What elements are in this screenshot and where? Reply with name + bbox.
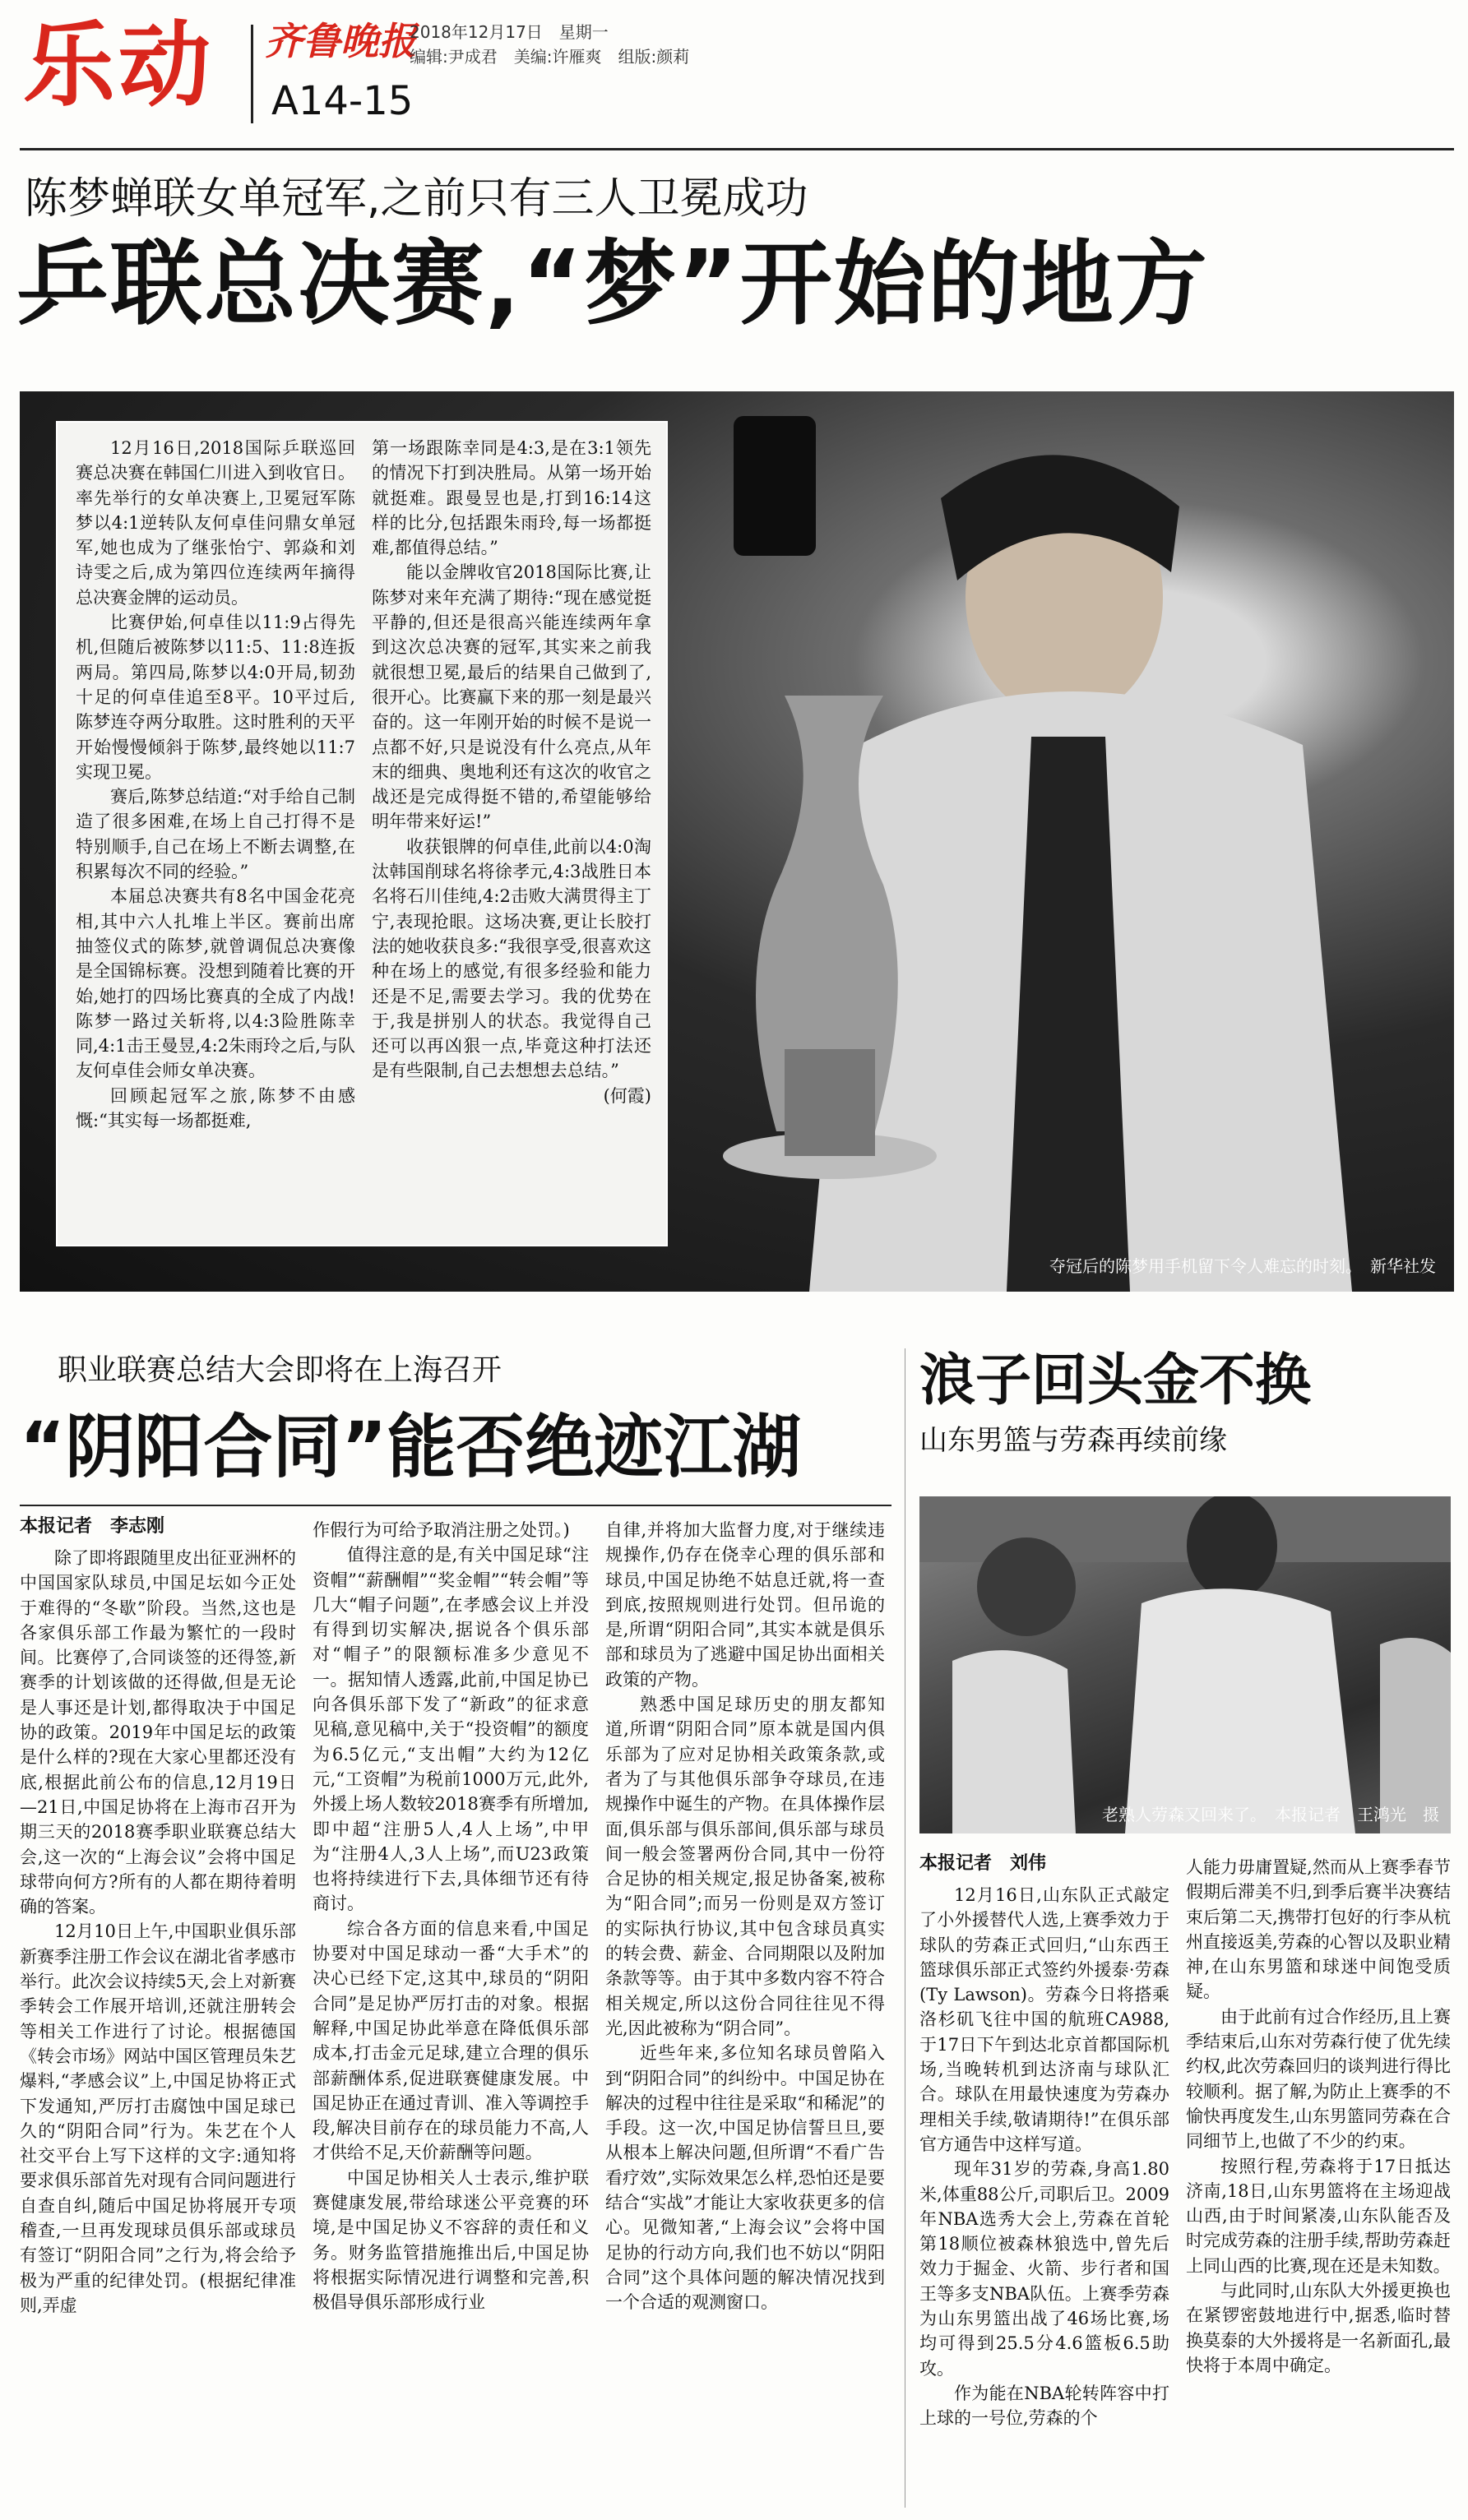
paragraph: 比赛伊始,何卓佳以11:9占得先机,但随后被陈梦以11:5、11:8连扳两局。第四局,陈梦以4:0开局,韧劲十足的何卓佳追至8平。10平过后,陈梦连夺两分取胜。这时胜利的天平开始慢慢倾斜于陈梦,最终她以11:7实现卫冕。 (76, 613, 355, 782)
basketball-photo (919, 1496, 1451, 1833)
paragraph: 按照行程,劳森将于17日抵达济南,18日,山东男篮将在主场迎战山西,由于时间紧凑,山东队能否及时完成劳森的注册手续,帮助劳森赶上同山西的比赛,现在还是未知数。 (1186, 2156, 1451, 2276)
paragraph: 能以金牌收官2018国际比赛,让陈梦对来年充满了期待:“现在感觉挺平静的,但还是很高兴能连续两年拿到这次总决赛的冠军,其实来之前我就很想卫冕,最后的结果自己做到了,很开心。比赛赢下来的那一刻是最兴奋的。这一年刚开始的时候不是说一点都不好,只是说没有什么亮点,从年末的细典、奥地利还有这次的收官之战还是完成得挺不错的,希望能够给明年带来好运!” (372, 562, 651, 832)
paragraph: 收获银牌的何卓佳,此前以4:0淘汰韩国削球名将徐孝元,4:3战胜日本名将石川佳纯,4:2击败大满贯得主丁宁,表现抢眼。这场决赛,更让长胶打法的她收获良多:“我很享受,很喜欢这种在场上的感觉,有很多经验和能力还是不足,需要去学习。我的优势在于,我是拼别人的状态。我觉得自己还可以再凶狠一点,毕竟这种打法还是有些限制,自己去想想去总结。” (372, 836, 651, 1081)
main-article-box (56, 421, 668, 1246)
paragraph: 12月10日上午,中国职业俱乐部新赛季注册工作会议在湖北省孝感市举行。此次会议持续5天,会上对新赛季转会工作展开培训,还就注册转会等相关工作进行了讨论。根据德国《转会市场》网站中国区管理员朱艺爆料,“孝感会议”上,中国足协将正式下发通知,严厉打击腐蚀中国足球已久的“阴阳合同”行为。朱艺在个人社交平台上写下这样的文字:通知将要求俱乐部首先对现有合同问题进行自查自纠,随后中国足协将展开专项稽查,一旦再发现球员俱乐部或球员有签订“阴阳合同”之行为,将会给予极为严重的纪律处罚。(根据纪律准则,弄虚 (20, 1921, 296, 2315)
paragraph: 除了即将跟随里皮出征亚洲杯的中国国家队球员,中国足坛如今正处于难得的“冬歇”阶段。当然,这也是各家俱乐部工作最为繁忙的一段时间。比赛停了,合同谈签的还得签,新赛季的计划该做的还得做,但是无论是人事还是计划,都得取决于中国足协的政策。2019年中国足坛的政策是什么样的?现在大家心里都还没有底,根据此前公布的信息,12月19日—21日,中国足协将在上海市召开为期三天的2018赛季职业联赛总结大会,这一次的“上海会议”会将中国足球带向何方?所有的人都在期待着明确的答案。 (20, 1548, 296, 1917)
story3-subtitle: 山东男篮与劳森再续前缘 (919, 1424, 1227, 1457)
date-line: 2018年12月17日 星期一 (410, 22, 609, 42)
story2-byline: 本报记者 李志刚 (20, 1516, 165, 1537)
paragraph: 值得注意的是,有关中国足球“注资帽”“薪酬帽”“奖金帽”“转会帽”等几大“帽子问题”,在孝感会议上并没有得到切实解决,据说各个俱乐部对“帽子”的限额标准多少意见不一。据知情人透露,此前,中国足协已向各俱乐部下发了“新政”的征求意见稿,意见稿中,关于“投资帽”的额度为6.5亿元,“支出帽”大约为12亿元,“工资帽”为税前1000万元,此外,外援上场人数较2018赛季有所增加,即中超“注册5人,4人上场”,中甲为“注册4人,3人上场”,而U23政策也将持续进行下去,具体细节还有待商讨。 (313, 1545, 589, 1914)
page-number: A14-15 (271, 78, 414, 124)
story3-byline: 本报记者 刘伟 (919, 1853, 1047, 1874)
story2-rule (20, 1505, 891, 1506)
masthead-divider (251, 25, 253, 123)
paragraph: 与此同时,山东队大外援更换也在紧锣密鼓地进行中,据悉,临时替换莫泰的大外援将是一名新面孔,最快将于本周中确定。 (1186, 2281, 1451, 2375)
issue-info (410, 20, 689, 69)
main-article-col1 (76, 436, 355, 1133)
story3-col1 (919, 1883, 1169, 2431)
staff-line: 编辑:尹成君 美编:许雁爽 组版:颜莉 (410, 47, 690, 67)
paragraph: 由于此前有过合作经历,且上赛季结束后,山东对劳森行使了优先续约权,此次劳森回归的谈判进行得比较顺利。据了解,为防止上赛季的不愉快再度发生,山东男篮同劳森在合同细节上,也做了不少的约束。 (1186, 2006, 1451, 2152)
main-photo (20, 391, 1454, 1292)
paragraph: 近些年来,多位知名球员曾陷入到“阴阳合同”的纠纷中。中国足协在解决的过程中往往是采取“和稀泥”的手段。这一次,中国足协信誓旦旦,要从根本上解决问题,但所谓“不看广告看疗效”,实际效果怎么样,恐怕还是要结合“实战”才能让大家收获更多的信心。见微知著,“上海会议”会将中国足协的行动方向,我们也不妨以“阴阳合同”这个具体问题的解决情况找到一个合适的观测窗口。 (605, 2043, 885, 2313)
paragraph: 中国足协相关人士表示,维护联赛健康发展,带给球迷公平竞赛的环境,是中国足协义不容辞的责任和义务。财务监管措施推出后,中国足协将根据实际情况进行调整和完善,积极倡导俱乐部形成行业 (313, 2167, 589, 2313)
paragraph: 综合各方面的信息来看,中国足协要对中国足球动一番“大手术”的决心已经下定,这其中,球员的“阴阳合同”是足协严厉打击的对象。根据解释,中国足协此举意在降低俱乐部成本,打击金元足球,建立合理的俱乐部薪酬体系,促进联赛健康发展。中国足协正在通过青训、准入等调控手段,解决目前存在的球员能力不高,人才供给不足,天价薪酬等问题。 (313, 1918, 589, 2163)
story2-col1 (20, 1546, 296, 2318)
paragraph: 12月16日,山东队正式敲定了小外援替代人选,上赛季效力于球队的劳森正式回归,“山东西王篮球俱乐部正式签约外援泰·劳森(Ty Lawson)。劳森今日将搭乘洛杉矶飞往中国的航班CA988,于17日下午到达北京首都国际机场,当晚转机到达济南与球队汇合。球队在用最快速度为劳森办理相关手续,敬请期待!”在俱乐部官方通告中这样写道。 (919, 1885, 1169, 2154)
main-headline: 乒联总决赛,“梦”开始的地方 (16, 231, 1209, 338)
paragraph: 第一场跟陈幸同是4:3,是在3:1领先的情况下打到决胜局。从第一场开始就挺难。跟曼昱也是,打到16:14这样的比分,包括跟朱雨玲,每一场都挺难,都值得总结。” (372, 438, 651, 558)
paragraph: 作假行为可给予取消注册之处罚。) (313, 1520, 570, 1540)
main-photo-caption: 夺冠后的陈梦用手机留下令人难忘的时刻。 新华社发 (1049, 1256, 1436, 1276)
paragraph: 本届总决赛共有8名中国金花亮相,其中六人扎堆上半区。赛前出席抽签仪式的陈梦,就曾调侃总决赛像是全国锦标赛。没想到随着比赛的开始,她打的四场比赛真的全成了内战!陈梦一路过关斩将,以4:3险胜陈幸同,4:1击王曼昱,4:2朱雨玲之后,与队友何卓佳会师女单决赛。 (76, 886, 355, 1081)
basketball-player-image (919, 1496, 1451, 1833)
paragraph: 回顾起冠军之旅,陈梦不由感慨:“其实每一场都挺难, (76, 1085, 355, 1131)
story2-subtitle: 职业联赛总结大会即将在上海召开 (58, 1353, 502, 1387)
basketball-photo-caption: 老熟人劳森又回来了。 本报记者 王鸿光 摄 (1102, 1805, 1439, 1824)
main-subtitle: 陈梦蝉联女单冠军,之前只有三人卫冕成功 (25, 174, 808, 224)
author-signoff: (何霞) (603, 1085, 651, 1106)
paragraph: 自律,并将加大监督力度,对于继续违规操作,仍存在侥幸心理的俱乐部和球员,中国足协绝不姑息迁就,将一查到底,按照规则进行处罚。但吊诡的是,所谓“阴阳合同”,其实本就是俱乐部和球员为了逃避中国足协出面相关政策的产物。 (605, 1520, 885, 1690)
paragraph: 作为能在NBA轮转阵容中打上球的一号位,劳森的个 (919, 2383, 1169, 2429)
paragraph: 人能力毋庸置疑,然而从上赛季春节假期后滞美不归,到季后赛半决赛结束后第二天,携带打包好的行李从杭州直接返美,劳森的心智以及职业精神,在山东男篮和球迷中间饱受质疑。 (1186, 1857, 1451, 2002)
masthead-rule (20, 148, 1454, 150)
story2-col3 (605, 1518, 885, 2315)
section-title: 乐动 (23, 12, 214, 119)
story3-headline: 浪子回头金不换 (919, 1348, 1312, 1413)
story3-col2 (1186, 1855, 1451, 2378)
newspaper-logo: 齐鲁晚报 (265, 19, 416, 63)
paragraph: 熟悉中国足球历史的朋友都知道,所谓“阴阳合同”原本就是国内俱乐部为了应对足协相关政策条款,或者为了与其他俱乐部争夺球员,在违规操作中诞生的产物。在具体操作层面,俱乐部与俱乐部间,俱乐部与球员间一般会签署两份合同,其中一份符合足协的相关规定,报足协备案,被称为“阳合同”;而另一份则是双方签订的实际执行协议,其中包含球员真实的转会费、薪金、合同期限以及附加条款等等。由于其中多数内容不符合相关规定,所以这份合同往往见不得光,因此被称为“阴合同”。 (605, 1695, 885, 2038)
paragraph: 12月16日,2018国际乒联巡回赛总决赛在韩国仁川进入到收官日。率先举行的女单决赛上,卫冕冠军陈梦以4:1逆转队友何卓佳问鼎女单冠军,她也成为了继张怡宁、郭焱和刘诗雯之后,成为第四位连续两年摘得总决赛金牌的运动员。 (76, 438, 355, 608)
story2-headline: “阴阳合同”能否绝迹江湖 (20, 1407, 802, 1487)
main-article-col2 (372, 436, 651, 1108)
paragraph: 现年31岁的劳森,身高1.80米,体重88公斤,司职后卫。2009年NBA选秀大会上,劳森在首轮第18顺位被森林狼选中,曾先后效力于掘金、火箭、步行者和国王等多支NBA队伍。上赛季劳森为山东男篮出战了46场比赛,场均可得到25.5分4.6篮板6.5助攻。 (919, 2159, 1169, 2379)
paragraph: 赛后,陈梦总结道:“对手给自己制造了很多困难,在场上自己打得不是特别顺手,自己在场上不断去调整,在积累每次不同的经验。” (76, 787, 355, 882)
story2-col2 (313, 1518, 589, 2315)
